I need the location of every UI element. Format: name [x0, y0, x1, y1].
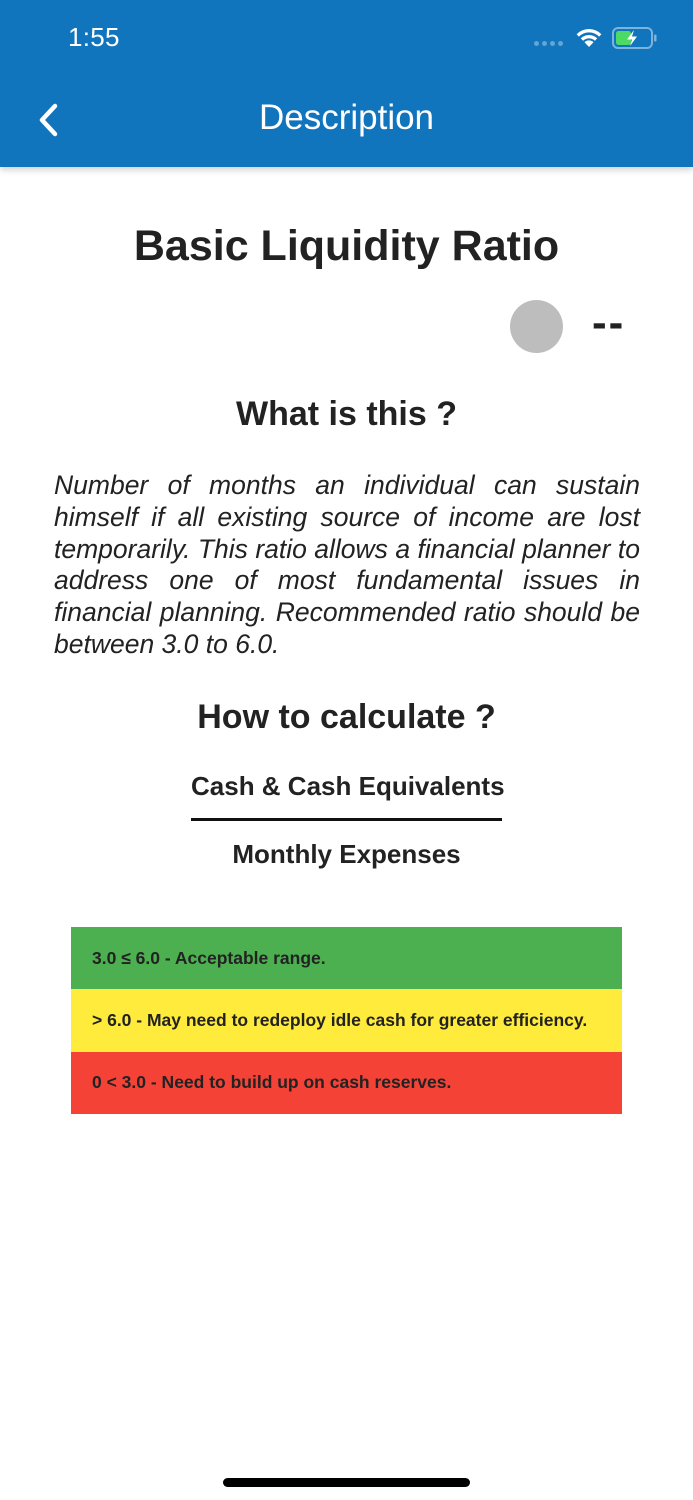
range-row-high: > 6.0 - May need to redeploy idle cash for greater efficiency. — [71, 989, 622, 1051]
formula — [191, 771, 505, 870]
range-row-low: 0 < 3.0 - Need to build up on cash reserves. — [71, 1052, 622, 1114]
what-is-this-heading: What is this ? — [236, 395, 457, 433]
status-indicator-dot — [510, 300, 563, 353]
formula-denominator: Monthly Expenses — [232, 839, 461, 869]
page-title: Basic Liquidity Ratio — [133, 222, 560, 270]
wifi-icon — [574, 26, 604, 48]
ratio-value: -- — [592, 298, 626, 347]
signal-dots-icon — [534, 41, 563, 46]
home-indicator[interactable] — [223, 1478, 470, 1487]
app-header — [0, 0, 693, 167]
nav-title: Description — [258, 98, 435, 137]
how-to-calculate-heading: How to calculate ? — [197, 698, 496, 736]
description-text: Number of months an individual can sustain himself if all existing source of income are lost temporarily. This ratio allows a financial planner to address one of most fundamental issues in financial planning. Recommended ratio should be between 3.0 to 6.0. — [54, 470, 640, 659]
status-time: 1:55 — [68, 22, 120, 52]
range-row-acceptable: 3.0 ≤ 6.0 - Acceptable range. — [71, 927, 622, 989]
battery-charging-icon — [612, 27, 658, 49]
ratio-range-legend — [71, 927, 622, 1114]
formula-numerator: Cash & Cash Equivalents — [191, 771, 505, 801]
